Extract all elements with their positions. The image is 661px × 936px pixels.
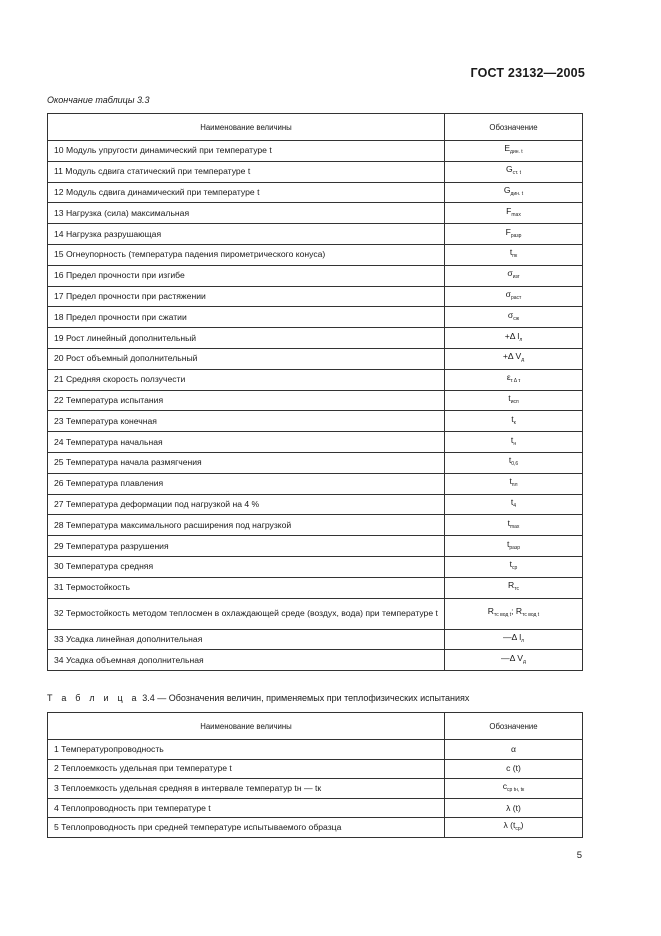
symbol-main: σ — [507, 268, 513, 279]
symbol-main: t — [508, 392, 511, 403]
quantity-symbol — [445, 390, 583, 411]
quantity-name: 22 Температура испытания — [48, 390, 445, 411]
table-row — [48, 244, 583, 265]
symbol-subscript: max — [509, 523, 520, 530]
quantity-name: 30 Температура средняя — [48, 556, 445, 577]
table-row — [48, 161, 583, 182]
table-3-4-caption — [47, 693, 469, 703]
table-row — [48, 629, 583, 650]
page-number: 5 — [576, 850, 582, 861]
quantity-symbol — [445, 328, 583, 349]
column-header-symbol: Обозначение — [445, 114, 583, 141]
quantity-name: 4 Теплопроводность при температуре t — [48, 798, 445, 818]
quantity-symbol — [445, 473, 583, 494]
symbol-main: c (t) — [506, 763, 521, 774]
symbol-main: t — [507, 538, 510, 549]
quantity-symbol — [445, 779, 583, 799]
table-row — [48, 556, 583, 577]
quantity-symbol — [445, 432, 583, 453]
quantity-symbol — [445, 411, 583, 432]
table-row — [48, 265, 583, 286]
symbol-subscript: ст. t — [512, 170, 522, 177]
symbol-subscript: дин. t — [510, 149, 523, 156]
symbol-main: +Δ l — [504, 330, 520, 341]
symbol-subscript: изг — [512, 274, 520, 281]
table-row — [48, 286, 583, 307]
quantity-name: 31 Термостойкость — [48, 577, 445, 598]
quantity-name: 10 Модуль упругости динамический при температуре t — [48, 141, 445, 162]
quantity-symbol — [445, 224, 583, 245]
symbol-subscript: д — [523, 658, 526, 665]
symbol-subscript: д — [521, 357, 525, 364]
table-row — [48, 182, 583, 203]
symbol-main: σ — [507, 309, 514, 320]
symbol-subscript: разр — [510, 232, 522, 239]
quantity-name: 23 Температура конечная — [48, 411, 445, 432]
quantity-name: 16 Предел прочности при изгибе — [48, 265, 445, 286]
symbol-main-2: ; R — [511, 606, 523, 617]
quantity-name: 19 Рост линейный дополнительный — [48, 328, 445, 349]
symbol-subscript: раст — [510, 294, 522, 301]
table-row — [48, 203, 583, 224]
symbol-subscript: 0,6 — [511, 461, 519, 468]
symbol-main: t — [509, 476, 512, 487]
quantity-symbol — [445, 759, 583, 779]
quantity-symbol — [445, 369, 583, 390]
table-header-row — [48, 114, 583, 141]
table-row — [48, 515, 583, 536]
quantity-name: 15 Огнеупорность (температура падения пирометрического конуса) — [48, 244, 445, 265]
quantity-name: 14 Нагрузка разрушающая — [48, 224, 445, 245]
symbol-main: t — [509, 559, 513, 570]
quantity-symbol — [445, 818, 583, 838]
quantity-name: 17 Предел прочности при растяжении — [48, 286, 445, 307]
quantity-symbol — [445, 286, 583, 307]
table-3-3 — [47, 113, 583, 671]
symbol-main: λ (t — [503, 820, 516, 831]
table-3-4 — [47, 712, 583, 838]
quantity-name: 3 Теплоемкость удельная средняя в интервале температур tн — tк — [48, 779, 445, 799]
quantity-symbol — [445, 182, 583, 203]
symbol-main: α — [511, 743, 516, 754]
quantity-name: 18 Предел прочности при сжатии — [48, 307, 445, 328]
quantity-name: 34 Усадка объемная дополнительная — [48, 650, 445, 671]
table-row — [48, 494, 583, 515]
symbol-main: λ (t) — [506, 802, 521, 813]
symbol-main: —Δ l — [502, 631, 522, 642]
table-row — [48, 650, 583, 671]
quantity-symbol — [445, 203, 583, 224]
quantity-name: 13 Нагрузка (сила) максимальная — [48, 203, 445, 224]
table-row — [48, 411, 583, 432]
quantity-symbol — [445, 598, 583, 629]
table-row — [48, 390, 583, 411]
quantity-symbol — [445, 161, 583, 182]
quantity-symbol — [445, 740, 583, 760]
symbol-subscript: исп — [510, 398, 519, 405]
quantity-symbol — [445, 556, 583, 577]
quantity-symbol — [445, 536, 583, 557]
symbol-main: F — [505, 226, 511, 237]
symbol-main: —Δ V — [501, 652, 524, 663]
table-row — [48, 779, 583, 799]
symbol-main: E — [504, 143, 511, 154]
table-row — [48, 577, 583, 598]
symbol-main: R — [487, 606, 495, 617]
symbol-main: G — [503, 184, 511, 195]
column-header-name: Наименование величины — [48, 114, 445, 141]
symbol-subscript: разр — [509, 544, 520, 551]
quantity-name: 2 Теплоемкость удельная при температуре t — [48, 759, 445, 779]
table-row — [48, 740, 583, 760]
symbol-subscript: 4 — [513, 502, 517, 509]
table-row — [48, 348, 583, 369]
quantity-name: 27 Температура деформации под нагрузкой на 4 % — [48, 494, 445, 515]
symbol-subscript: max — [511, 211, 521, 218]
column-header-symbol: Обозначение — [445, 713, 583, 740]
quantity-symbol — [445, 348, 583, 369]
symbol-subscript: ср tн, tк — [507, 786, 525, 793]
table-row — [48, 536, 583, 557]
quantity-name: 5 Теплопроводность при средней температуре испытываемого образца — [48, 818, 445, 838]
table-row — [48, 452, 583, 473]
symbol-main: ε — [506, 372, 511, 383]
table-row — [48, 818, 583, 838]
quantity-name: 29 Температура разрушения — [48, 536, 445, 557]
quantity-symbol — [445, 629, 583, 650]
symbol-subscript: тс вод t — [494, 612, 512, 619]
symbol-main: F — [506, 205, 512, 216]
document-code: ГОСТ 23132—2005 — [470, 66, 585, 80]
symbol-tail: ) — [520, 820, 524, 831]
table-3-3-caption: Окончание таблицы 3.3 — [47, 95, 150, 105]
symbol-subscript: дин. t — [510, 190, 524, 197]
quantity-symbol — [445, 307, 583, 328]
symbol-subscript: ср — [515, 826, 521, 833]
symbol-main: +Δ V — [502, 351, 522, 362]
symbol-subscript-2: тс вод t — [522, 612, 540, 619]
quantity-symbol — [445, 452, 583, 473]
table-row — [48, 598, 583, 629]
table-row — [48, 369, 583, 390]
quantity-symbol — [445, 494, 583, 515]
quantity-name: 12 Модуль сдвига динамический при температуре t — [48, 182, 445, 203]
symbol-subscript: пк — [512, 253, 518, 260]
quantity-name: 11 Модуль сдвига статический при температуре t — [48, 161, 445, 182]
symbol-subscript: н — [513, 440, 517, 447]
quantity-name: 28 Температура максимального расширения под нагрузкой — [48, 515, 445, 536]
quantity-symbol — [445, 515, 583, 536]
symbol-main: σ — [505, 288, 511, 299]
quantity-name: 21 Средняя скорость ползучести — [48, 369, 445, 390]
symbol-main: t — [507, 517, 510, 528]
symbol-subscript: тс — [514, 586, 519, 593]
symbol-main: R — [508, 580, 515, 591]
symbol-main: t — [508, 455, 512, 466]
table-row — [48, 473, 583, 494]
symbol-subscript: сж — [513, 315, 520, 322]
symbol-subscript: л — [519, 336, 523, 343]
quantity-symbol — [445, 798, 583, 818]
quantity-symbol — [445, 244, 583, 265]
symbol-subscript: τ Δ τ — [510, 378, 521, 385]
symbol-main: c — [502, 780, 508, 791]
table-row — [48, 224, 583, 245]
symbol-main: t — [511, 413, 514, 424]
table-3-4-caption-text: 3.4 — Обозначения величин, применяемых при теплофизических испытаниях — [139, 693, 470, 703]
symbol-subscript: л — [521, 637, 525, 644]
quantity-name: 24 Температура начальная — [48, 432, 445, 453]
table-header-row — [48, 713, 583, 740]
quantity-symbol — [445, 265, 583, 286]
symbol-main: G — [505, 164, 513, 175]
quantity-symbol — [445, 577, 583, 598]
quantity-symbol — [445, 141, 583, 162]
symbol-subscript: к — [513, 419, 516, 426]
quantity-name: 1 Температуропроводность — [48, 740, 445, 760]
symbol-subscript: ср — [512, 565, 518, 572]
table-row — [48, 798, 583, 818]
quantity-name: 26 Температура плавления — [48, 473, 445, 494]
symbol-main: t — [510, 496, 514, 507]
symbol-subscript: пл — [511, 482, 518, 489]
quantity-symbol — [445, 650, 583, 671]
symbol-main: t — [510, 434, 514, 445]
quantity-name: 33 Усадка линейная дополнительная — [48, 629, 445, 650]
quantity-name: 25 Температура начала размягчения — [48, 452, 445, 473]
table-row — [48, 328, 583, 349]
column-header-name: Наименование величины — [48, 713, 445, 740]
table-row — [48, 307, 583, 328]
table-row — [48, 432, 583, 453]
quantity-name: 20 Рост объемный дополнительный — [48, 348, 445, 369]
quantity-name: 32 Термостойкость методом теплосмен в охлаждающей среде (воздух, вода) при температуре t — [48, 598, 445, 629]
table-row — [48, 141, 583, 162]
table-3-4-caption-prefix: Т а б л и ц а — [47, 693, 140, 703]
table-row — [48, 759, 583, 779]
symbol-main: t — [509, 247, 513, 258]
